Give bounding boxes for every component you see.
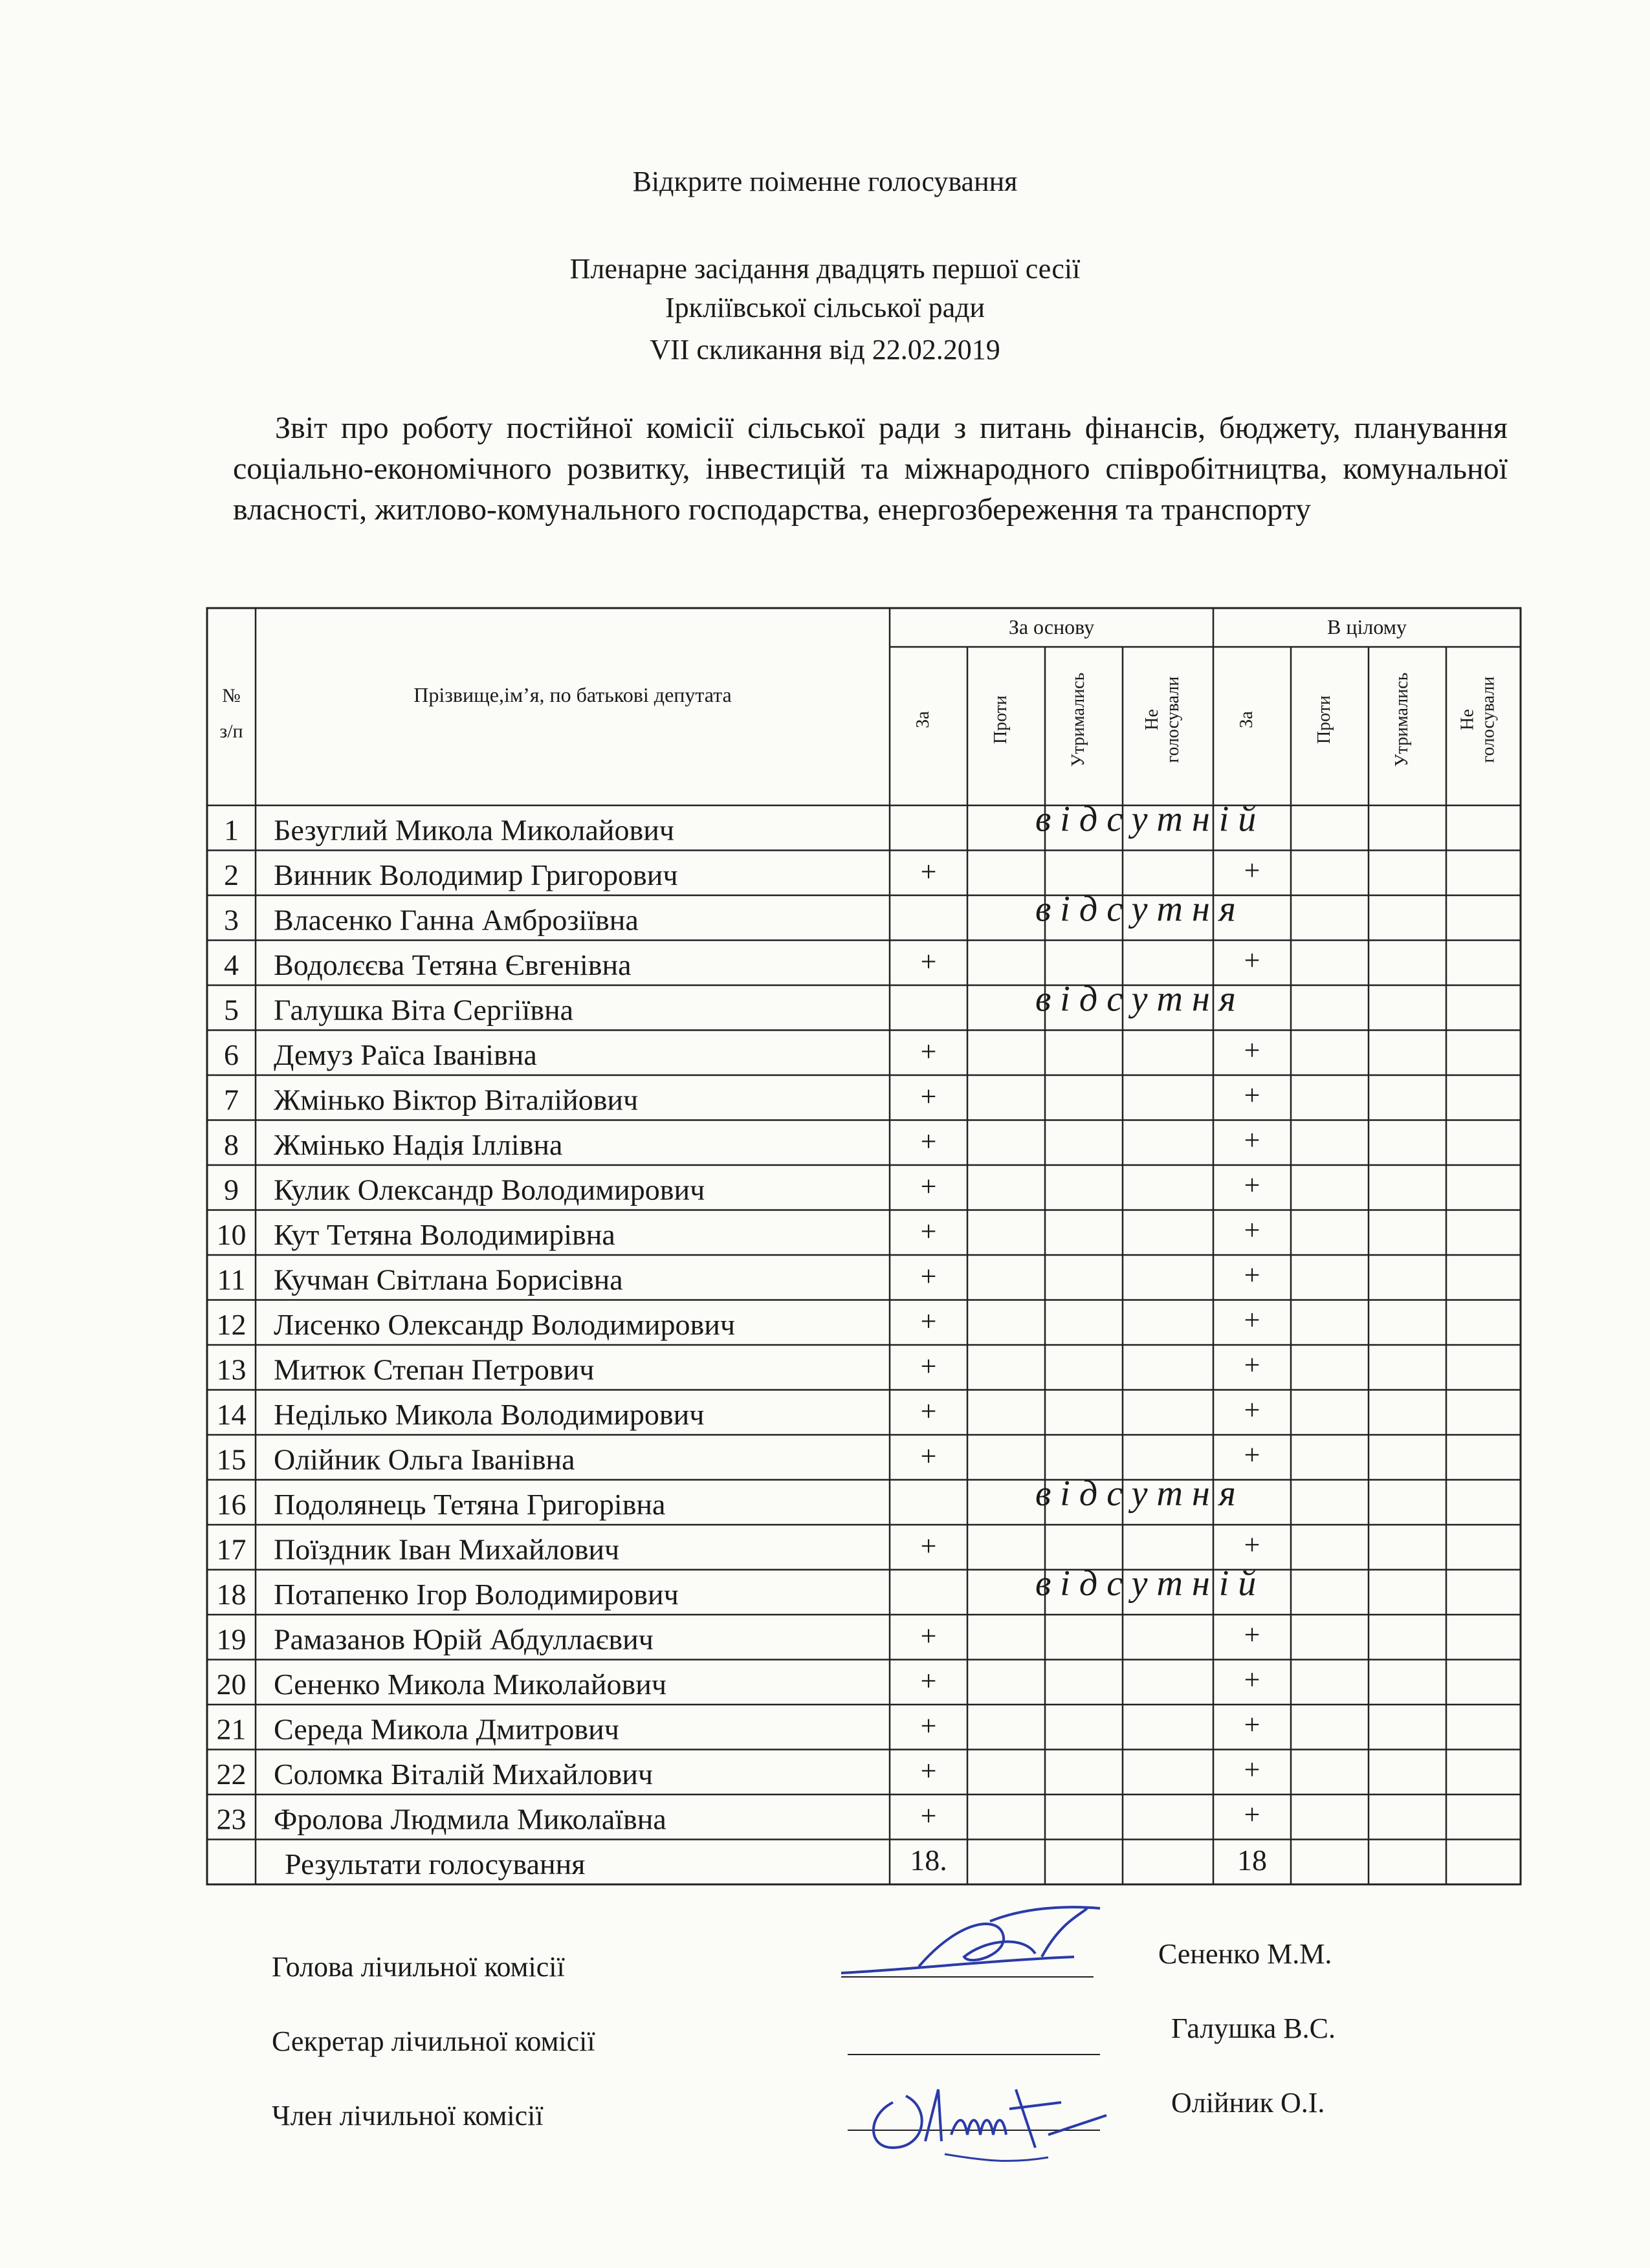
vote-mark-basis: + [920,1350,937,1382]
row-deputy-name: Кучман Світлана Борисівна [274,1263,623,1296]
row-deputy-name: Галушка Віта Сергіївна [274,993,574,1027]
row-deputy-name: Жмінько Віктор Віталійович [274,1083,639,1117]
row-number: 18 [216,1578,247,1611]
vote-mark-whole: + [1244,1079,1260,1111]
vote-mark-whole: + [1244,1708,1260,1741]
row-deputy-name: Фролова Людмила Миколаївна [274,1802,666,1836]
header-name: Прізвище,ім’я, по батькові депутата [413,683,732,706]
row-number: 19 [216,1622,247,1656]
header-subcol-col-proty: Проти [991,695,1011,745]
row-number: 16 [216,1488,247,1521]
vote-mark-whole: + [1244,1439,1260,1471]
absent-note: відсутня [1035,979,1245,1020]
row-deputy-name: Неділько Микола Володимирович [274,1398,705,1431]
vote-mark-whole: + [1244,1798,1260,1831]
vote-mark-whole: + [1244,1349,1260,1381]
vote-mark-basis: + [920,1170,937,1203]
row-number: 3 [224,903,239,937]
row-deputy-name: Демуз Раїса Іванівна [274,1038,537,1071]
header-num: № [222,685,241,706]
secretary-label: Секретар лічильної комісії [272,2025,595,2057]
row-deputy-name: Митюк Степан Петрович [274,1353,595,1386]
chair-name: Сененко М.М. [1158,1938,1332,1970]
member-label: Член лічильної комісії [272,2100,544,2132]
row-number: 15 [216,1443,247,1476]
vote-mark-whole: + [1244,1169,1260,1201]
row-number: 17 [216,1532,247,1566]
session-line-2: Ірклiївської сільської ради [665,292,985,323]
row-number: 20 [216,1668,247,1701]
vote-mark-basis: + [920,1755,937,1787]
results-label: Результати голосування [285,1848,586,1881]
row-deputy-name: Подолянець Тетяна Григорівна [274,1488,666,1521]
vote-mark-whole: + [1244,944,1260,976]
member-signature [854,2051,1152,2180]
vote-mark-basis: + [920,1080,937,1113]
vote-mark-basis: + [920,1800,937,1832]
header-group-basis: За основу [1008,615,1095,638]
vote-mark-basis: + [920,1036,937,1067]
vote-mark-basis: + [920,1710,937,1742]
row-deputy-name: Середа Микола Дмитрович [274,1712,619,1746]
vote-mark-basis: + [920,856,937,888]
row-number: 1 [224,813,239,847]
vote-mark-whole: + [1244,1034,1260,1066]
row-deputy-name: Олійник Ольга Іванівна [274,1443,575,1476]
row-deputy-name: Сененко Микола Миколайович [274,1668,667,1701]
vote-mark-basis: + [920,1216,937,1247]
absent-note: відсутня [1035,889,1245,930]
vote-mark-basis: + [920,1260,937,1292]
row-deputy-name: Винник Володимир Григорович [274,858,678,891]
row-number: 8 [224,1128,239,1161]
session-line-1: Пленарне засідання двадцять першої сесії [569,253,1081,285]
absent-note: відсутній [1035,799,1266,840]
row-number: 23 [216,1802,247,1836]
row-deputy-name: Потапенко Ігор Володимирович [274,1578,679,1611]
vote-mark-basis: + [920,1530,937,1562]
header-subcol-col-za: За [913,711,933,728]
header-group-whole: В цілому [1327,615,1407,638]
vote-mark-basis: + [920,1665,937,1697]
row-number: 14 [216,1398,247,1431]
row-deputy-name: Рамазанов Юрій Абдуллаєвич [274,1622,654,1656]
vote-mark-whole: + [1244,1529,1260,1561]
absent-note: відсутній [1035,1564,1266,1604]
session-line-3: VII скликання від 22.02.2019 [650,334,1000,365]
header-subcol-col-ne2: голосували [1163,676,1183,763]
chair-label: Голова лічильної комісії [272,1951,565,1983]
header-subcol-col-za: За [1237,711,1257,728]
vote-mark-whole: + [1244,1619,1260,1651]
report-subject: Звіт про роботу постійної комісії сільської ради з питань фінансів, бюджету, планування соціально-економічного розвитку, інвестицій та міжнародного співробітництва, комунальної власності, житлово-комунального господарства, енергозбереження та транспорту [233,411,1508,527]
row-deputy-name: Кулик Олександр Володимирович [274,1173,705,1206]
vote-mark-whole: + [1244,1214,1260,1246]
vote-mark-basis: + [920,1395,937,1427]
header-subcol-col-utrym: Утримались [1068,672,1088,767]
row-number: 22 [216,1758,247,1791]
chair-signature [828,1895,1139,1992]
vote-mark-whole: + [1244,1304,1260,1336]
row-deputy-name: Лисенко Олександр Володимирович [274,1308,735,1341]
header-subcol-col-ne1: Не [1142,709,1162,730]
vote-mark-whole: + [1244,855,1260,886]
row-deputy-name: Безуглий Микола Миколайович [274,813,675,847]
header-subcol-col-proty: Проти [1314,695,1334,745]
row-number: 7 [224,1083,239,1117]
vote-mark-whole: + [1244,1664,1260,1696]
row-number: 2 [224,858,239,891]
header-subcol-col-utrym: Утримались [1392,672,1412,767]
vote-mark-basis: + [920,1126,937,1157]
vote-mark-whole: + [1244,1754,1260,1785]
vote-mark-whole: + [1244,1394,1260,1426]
row-deputy-name: Власенко Ганна Амброзіївна [274,903,639,937]
row-number: 10 [216,1218,247,1251]
row-number: 9 [224,1173,239,1206]
vote-mark-basis: + [920,1620,937,1652]
header-subcol-col-ne2: голосували [1478,676,1499,763]
row-number: 4 [224,948,239,981]
row-deputy-name: Кут Тетяна Володимирівна [274,1218,615,1251]
absent-note: відсутня [1035,1474,1245,1514]
header-subcol-col-ne1: Не [1457,709,1478,730]
row-number: 6 [224,1038,239,1071]
row-deputy-name: Поїздник Іван Михайлович [274,1532,620,1566]
secretary-name: Галушка В.С. [1171,2012,1336,2044]
row-number: 12 [216,1308,247,1341]
row-number: 5 [224,993,239,1027]
vote-mark-whole: + [1244,1124,1260,1156]
vote-mark-basis: + [920,1440,937,1472]
row-deputy-name: Водолєєва Тетяна Євгенівна [274,948,632,981]
results-whole-for: 18 [1237,1844,1267,1877]
header-num-2: з/п [219,721,243,742]
document-title: Відкрите поіменне голосування [632,166,1018,197]
row-number: 11 [217,1263,246,1296]
row-deputy-name: Соломка Віталій Михайлович [274,1758,654,1791]
row-deputy-name: Жмінько Надія Іллівна [274,1128,563,1161]
vote-mark-basis: + [920,1305,937,1337]
vote-mark-basis: + [920,946,937,977]
member-name: Олійник О.І. [1171,2087,1325,2119]
row-number: 13 [216,1353,247,1386]
vote-mark-whole: + [1244,1259,1260,1291]
results-basis-for: 18. [910,1844,947,1877]
row-number: 21 [216,1712,247,1746]
